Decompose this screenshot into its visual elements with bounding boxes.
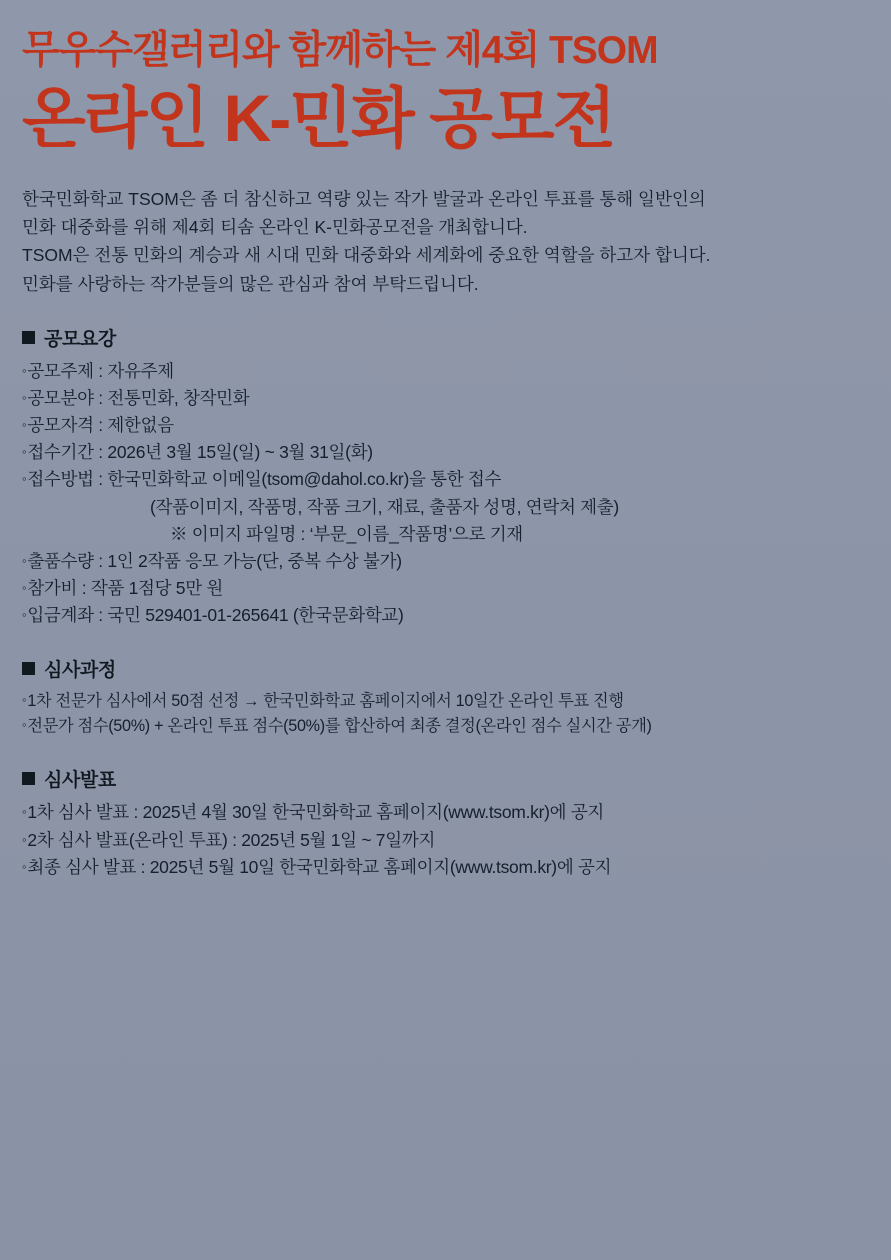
circle-bullet-icon: ◦ bbox=[22, 607, 27, 623]
circle-bullet-icon: ◦ bbox=[22, 831, 27, 847]
circle-bullet-icon: ◦ bbox=[22, 579, 27, 595]
list-item-text: 최종 심사 발표 : 2025년 5월 10일 한국민화학교 홈페이지(www.tsom.kr)에 공지 bbox=[27, 856, 612, 877]
intro-line: TSOM은 전통 민화의 계승과 새 시대 민화 대중화와 세계화에 중요한 역할을 하고자 합니다. bbox=[22, 245, 711, 266]
list-item bbox=[22, 714, 869, 739]
square-bullet-icon bbox=[22, 331, 35, 344]
intro-line: 민화를 사랑하는 작가분들의 많은 관심과 참여 부탁드립니다. bbox=[22, 273, 479, 294]
section-heading bbox=[22, 324, 869, 351]
square-bullet-icon bbox=[22, 772, 35, 785]
list-item bbox=[22, 575, 869, 602]
list-item bbox=[22, 689, 869, 714]
circle-bullet-icon: ◦ bbox=[22, 804, 27, 820]
circle-bullet-icon: ◦ bbox=[22, 692, 27, 708]
section-results-announcement bbox=[22, 765, 869, 880]
list-item bbox=[22, 548, 869, 575]
list-item-text: (작품이미지, 작품명, 작품 크기, 재료, 출품자 성명, 연락처 제출) bbox=[150, 496, 619, 517]
section-heading-label: 공모요강 bbox=[44, 328, 116, 350]
list-item bbox=[22, 439, 869, 466]
circle-bullet-icon: ◦ bbox=[22, 717, 27, 733]
headline-subtitle: 무우수갤러리와 함께하는 제4회 TSOM bbox=[22, 29, 658, 72]
list-item-continuation bbox=[22, 494, 869, 521]
list-item bbox=[22, 854, 869, 881]
list-item-text: 공모주제 : 자유주제 bbox=[27, 360, 174, 381]
section-heading bbox=[22, 655, 869, 682]
list-item-text: 1차 전문가 심사에서 50점 선정 → 한국민화학교 홈페이지에서 10일간 온라인 투표 진행 bbox=[27, 692, 624, 711]
circle-bullet-icon: ◦ bbox=[22, 362, 27, 378]
section-heading-label: 심사발표 bbox=[44, 770, 116, 792]
list-item-text: 2차 심사 발표(온라인 투표) : 2025년 5월 1일 ~ 7일까지 bbox=[27, 829, 436, 850]
section-heading-label: 심사과정 bbox=[44, 660, 116, 682]
circle-bullet-icon: ◦ bbox=[22, 858, 27, 874]
list-item-note bbox=[22, 521, 869, 548]
headline-title: 온라인 K-민화 공모전 bbox=[22, 81, 615, 156]
list-item-text: 접수방법 : 한국민화학교 이메일(tsom@dahol.co.kr)을 통한 접수 bbox=[27, 469, 502, 490]
list-item bbox=[22, 412, 869, 439]
circle-bullet-icon: ◦ bbox=[22, 471, 27, 487]
list-item-text: 공모자격 : 제한없음 bbox=[27, 415, 174, 436]
list-item-text: 참가비 : 작품 1점당 5만 원 bbox=[27, 577, 223, 598]
list-item bbox=[22, 358, 869, 385]
circle-bullet-icon: ◦ bbox=[22, 552, 27, 568]
list-item bbox=[22, 602, 869, 629]
square-bullet-icon bbox=[22, 662, 35, 675]
list-item-text: 입금계좌 : 국민 529401-01-265641 (한국문화학교) bbox=[27, 605, 404, 626]
circle-bullet-icon: ◦ bbox=[22, 417, 27, 433]
list-item-text: 출품수량 : 1인 2작품 응모 가능(단, 중복 수상 불가) bbox=[27, 550, 402, 571]
section-guidelines bbox=[22, 324, 869, 629]
section-judging-process bbox=[22, 655, 869, 739]
list-item-text: 전문가 점수(50%) + 온라인 투표 점수(50%)를 합산하여 최종 결정(온라인 점수 실시간 공개) bbox=[27, 717, 652, 736]
circle-bullet-icon: ◦ bbox=[22, 390, 27, 406]
list-item bbox=[22, 799, 869, 826]
intro-line: 민화 대중화를 위해 제4회 티솜 온라인 K-민화공모전을 개최합니다. bbox=[22, 216, 528, 237]
list-item-text: 접수기간 : 2026년 3월 15일(일) ~ 3월 31일(화) bbox=[27, 442, 373, 463]
list-item-text: ※ 이미지 파일명 : ‘부문_이름_작품명’으로 기재 bbox=[170, 523, 523, 544]
list-item-text: 공모분야 : 전통민화, 창작민화 bbox=[27, 388, 250, 409]
section-heading bbox=[22, 765, 869, 792]
intro-line: 한국민화학교 TSOM은 좀 더 참신하고 역량 있는 작가 발굴과 온라인 투표를 통해 일반인의 bbox=[22, 188, 706, 209]
list-item bbox=[22, 466, 869, 493]
circle-bullet-icon: ◦ bbox=[22, 444, 27, 460]
list-item bbox=[22, 385, 869, 412]
list-item-text: 1차 심사 발표 : 2025년 4월 30일 한국민화학교 홈페이지(www.tsom.kr)에 공지 bbox=[27, 802, 605, 823]
list-item bbox=[22, 827, 869, 854]
intro-paragraph bbox=[22, 185, 869, 298]
